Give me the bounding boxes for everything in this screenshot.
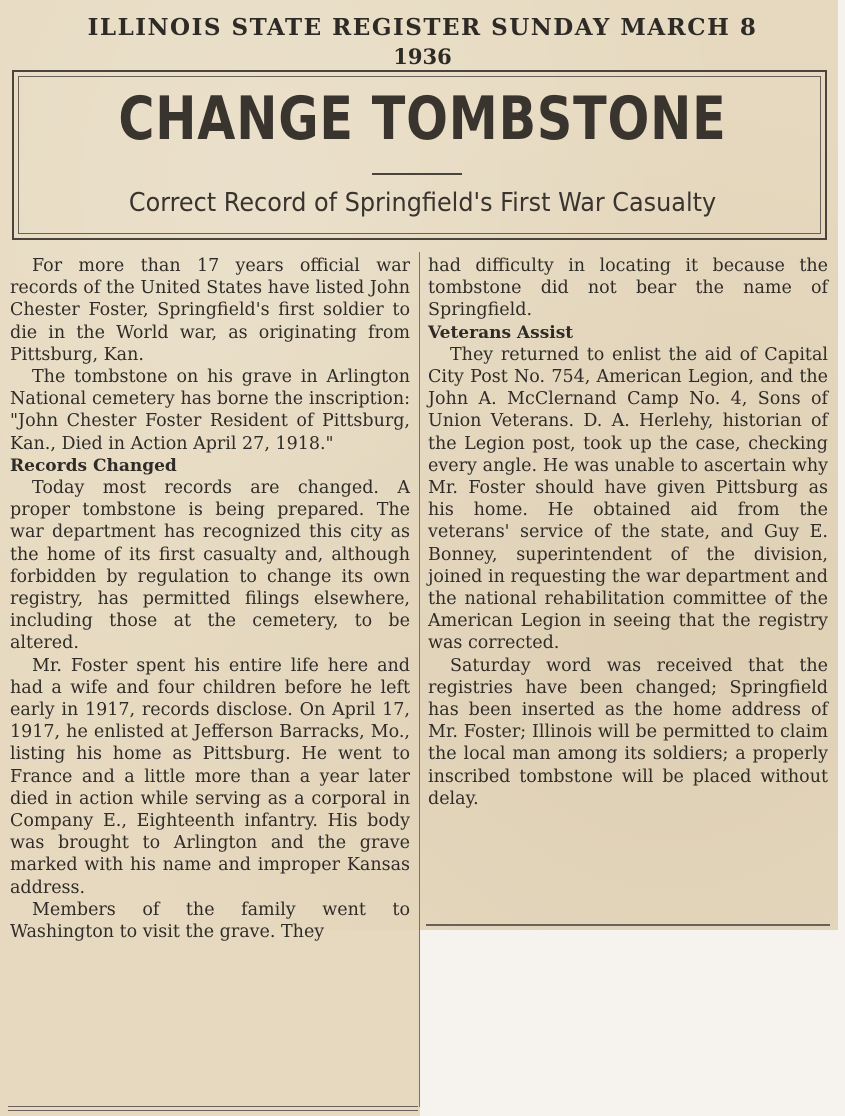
article-column-left: [10, 255, 410, 943]
paragraph: Today most records are changed. A proper tombstone is being prepared. The war department has recognized this city as the home of its first casualty and, although forbidden by regulation to change its own registry, has permitted filings elsewhere, including those at the cemetery, to be altered.: [10, 478, 410, 654]
section-subhead: Veterans Assist: [428, 322, 574, 343]
paragraph: Saturday word was received that the registries have been changed; Springfield has been inserted as the home address of Mr. Foster; Illinois will be permitted to claim the local man among its soldiers; a properly inscribed tombstone will be placed without delay.: [428, 655, 828, 809]
dateline-year: 1936: [393, 44, 452, 69]
clipping-paper-lower: [0, 930, 420, 1116]
headline-rule: [372, 173, 462, 175]
article-end-rule: [8, 1106, 418, 1111]
article-column-right: [428, 255, 828, 810]
headline: CHANGE TOMBSTONE: [118, 84, 727, 154]
paragraph: For more than 17 years official war records of the United States have listed John Chester Foster, Springfield's first soldier to die in the World war, as originating from Pittsburg, Kan.: [10, 256, 410, 365]
column-divider: [419, 252, 420, 1107]
column-end-rule: [426, 924, 830, 926]
paragraph: The tombstone on his grave in Arlington National cemetery has borne the inscription: "John Chester Foster Resident of Pittsburg, Kan., Died in Action April 27, 1918.": [10, 367, 410, 454]
section-subhead: Records Changed: [10, 455, 177, 476]
paragraph-continued: had difficulty in locating it because the tombstone did not bear the name of Springfield.: [428, 256, 828, 321]
dateline: ILLINOIS STATE REGISTER SUNDAY MARCH 8: [87, 14, 758, 41]
paragraph: Members of the family went to Washington to visit the grave. They: [10, 899, 410, 943]
paragraph: They returned to enlist the aid of Capital City Post No. 754, American Legion, and the John A. McClernand Camp No. 4, Sons of Union Veterans. D. A. Herlehy, historian of the Legion post, took up the case, checking every angle. He was unable to ascertain why Mr. Foster should have given Pittsburg as his home. He obtained aid from the veterans' service of the state, and Guy E. Bonney, superintendent of the division, joined in requesting the war department and the national rehabilitation committee of the American Legion in seeing that the registry was corrected.: [428, 344, 828, 654]
subheadline: Correct Record of Springfield's First War Casualty: [128, 188, 717, 218]
paragraph: Mr. Foster spent his entire life here and had a wife and four children before he left early in 1917, records disclose. On April 17, 1917, he enlisted at Jefferson Barracks, Mo., listing his home as Pittsburg. He went to France and a little more than a year later died in action while serving as a corporal in Company E., Eighteenth infantry. His body was brought to Arlington and the grave marked with his name and improper Kansas address.: [10, 655, 410, 898]
